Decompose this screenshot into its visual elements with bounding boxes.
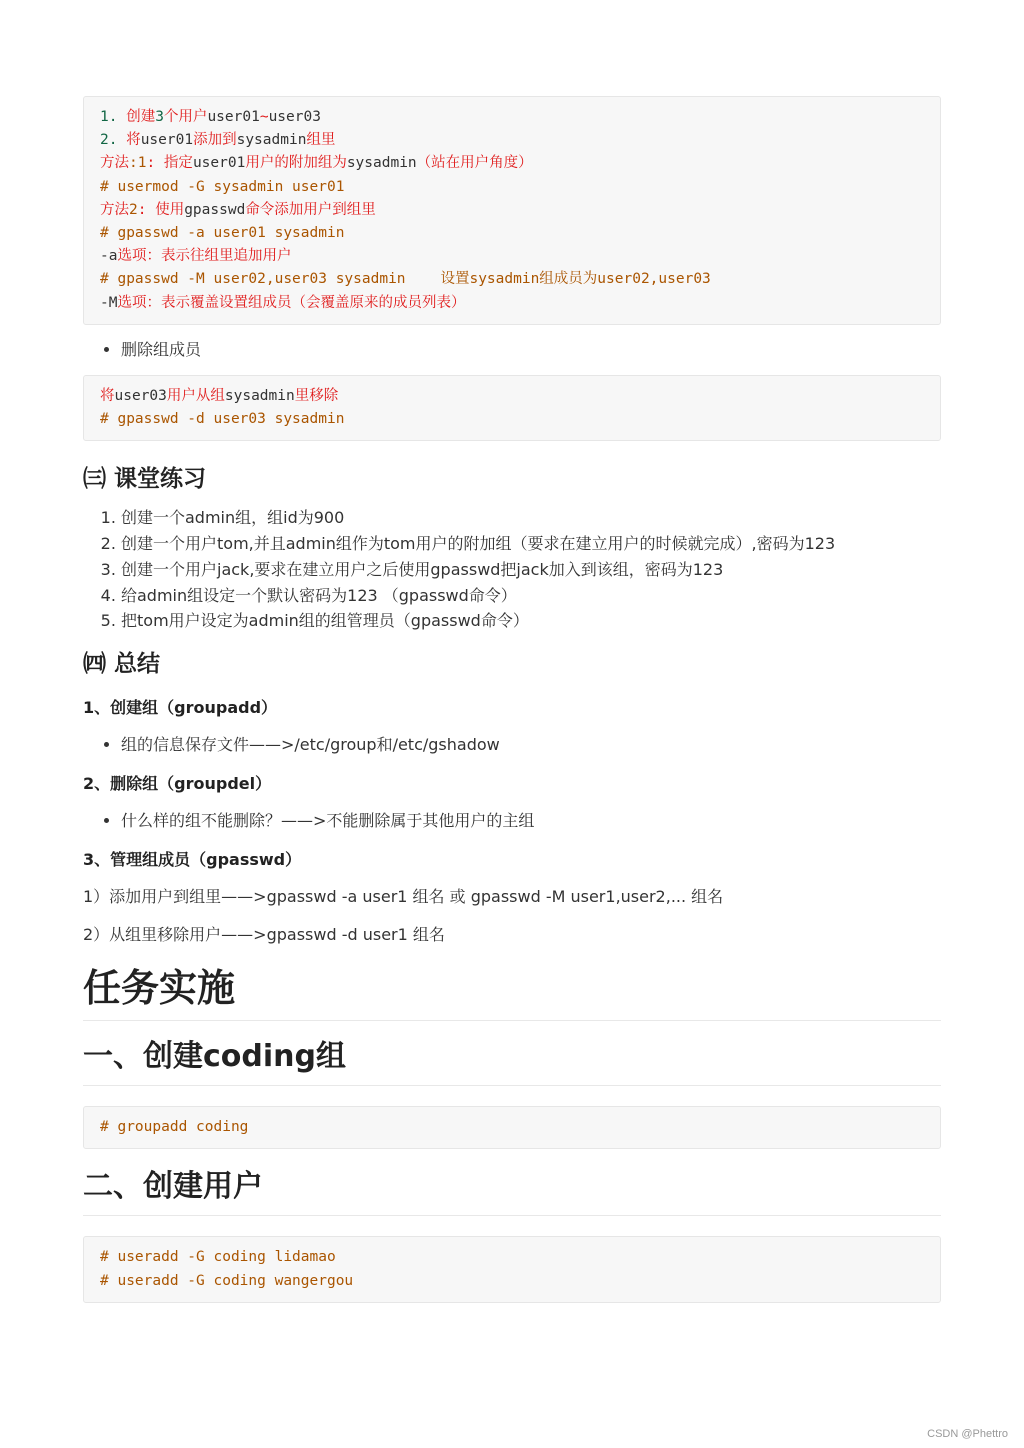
code-segment: # usermod -G sysadmin user01	[100, 178, 345, 195]
summary-heading-groupadd: 1、创建组（groupadd）	[83, 698, 278, 718]
code-block-useradd	[83, 1236, 941, 1302]
code-segment: # gpasswd -M user02,user03 sysadmin 设置sysadmin组成员为user02,user03	[100, 271, 711, 288]
code-segment: sysadmin	[346, 155, 417, 172]
code-segment: user01	[192, 155, 246, 172]
code-segment: 命令添加用户到组里	[245, 201, 376, 218]
heading-create-coding-group: 一、创建coding组	[83, 1035, 941, 1086]
code-segment: ~	[259, 109, 269, 125]
summary-paragraph-remove: 2）从组里移除用户——>gpasswd -d user1 组名	[83, 925, 445, 945]
code-segment: 3	[155, 109, 164, 125]
code-segment: 将	[100, 387, 115, 404]
code-segment: 组里	[306, 132, 336, 149]
section-heading-summary: ㈣ 总结	[83, 651, 161, 678]
code-segment: 用户从组	[166, 387, 225, 404]
code-segment: user01	[140, 132, 194, 149]
summary-heading-gpasswd: 3、管理组成员（gpasswd）	[83, 850, 302, 870]
code-segment: 里移除	[294, 387, 339, 404]
bullet-list-groupdel	[83, 808, 941, 834]
code-segment: : 使用	[137, 201, 185, 218]
code-segment: sysadmin	[224, 387, 295, 404]
code-segment: 1.	[100, 109, 127, 125]
code-segment: # gpasswd -d user03 sysadmin	[100, 411, 345, 428]
page-title-task: 任务实施	[83, 962, 941, 1021]
code-segment: 将	[126, 132, 141, 149]
code-line: # useradd -G coding wangergou	[100, 1272, 354, 1289]
list-item: • 组的信息保存文件——>/etc/group和/etc/gshadow	[121, 732, 941, 758]
code-segment: user03	[114, 387, 167, 404]
code-segment: 选项：表示往组里追加用户	[117, 248, 292, 265]
code-segment: 添加到	[193, 132, 237, 149]
code-segment: （站在用户角度）	[416, 155, 533, 172]
list-item: • 什么样的组不能删除？——>不能删除属于其他用户的主组	[121, 808, 941, 834]
code-line: # useradd -G coding lidamao	[100, 1249, 336, 1266]
list-item: 3. 创建一个用户jack,要求在建立用户之后使用gpasswd把jack加入到该组，密码为123	[121, 557, 941, 583]
code-segment: user03	[268, 109, 321, 125]
code-block-groupadd	[83, 1106, 941, 1149]
code-segment: sysadmin	[236, 132, 307, 149]
code-segment: gpasswd	[184, 201, 246, 218]
code-segment: : 指定	[146, 155, 193, 172]
code-segment: 方法	[100, 155, 129, 172]
bullet-list-groupadd	[83, 732, 941, 758]
list-item: 4. 给admin组设定一个默认密码为123 （gpasswd命令）	[121, 583, 941, 609]
code-segment: 个用户	[163, 109, 208, 125]
code-segment: :1	[129, 155, 147, 172]
code-segment: -a	[100, 248, 118, 265]
heading-create-users: 二、创建用户	[83, 1165, 941, 1216]
code-segment: -M	[100, 294, 118, 311]
code-segment: 方法	[100, 201, 129, 218]
bullet-list-delete	[83, 337, 941, 363]
summary-paragraph-add: 1）添加用户到组里——>gpasswd -a user1 组名 或 gpasswd -M user1,user2,... 组名	[83, 887, 724, 907]
code-segment: user01	[207, 109, 260, 125]
code-block-group-members	[83, 96, 941, 325]
summary-heading-groupdel: 2、删除组（groupdel）	[83, 774, 272, 794]
code-segment: 2.	[100, 132, 127, 149]
document-page	[83, 96, 941, 1303]
code-segment: # gpasswd -a user01 sysadmin	[100, 225, 345, 242]
practice-list	[83, 505, 941, 634]
code-line: # groupadd coding	[100, 1119, 249, 1136]
list-item: 2. 创建一个用户tom,并且admin组作为tom用户的附加组（要求在建立用户的时候就完成）,密码为123	[121, 531, 941, 557]
code-segment: 选项：表示覆盖设置组成员（会覆盖原来的成员列表）	[117, 294, 466, 311]
list-item: 1. 创建一个admin组，组id为900	[121, 505, 941, 531]
code-block-remove-member	[83, 375, 941, 441]
section-heading-practice: ㈢ 课堂练习	[83, 466, 207, 493]
list-item: • 删除组成员	[121, 337, 941, 363]
footer-watermark: CSDN @Phettro	[927, 1428, 1008, 1440]
code-segment: 2	[129, 201, 138, 218]
list-item: 5. 把tom用户设定为admin组的组管理员（gpasswd命令）	[121, 608, 941, 634]
code-segment: 用户的附加组为	[245, 155, 347, 172]
code-segment: 创建	[126, 109, 156, 125]
